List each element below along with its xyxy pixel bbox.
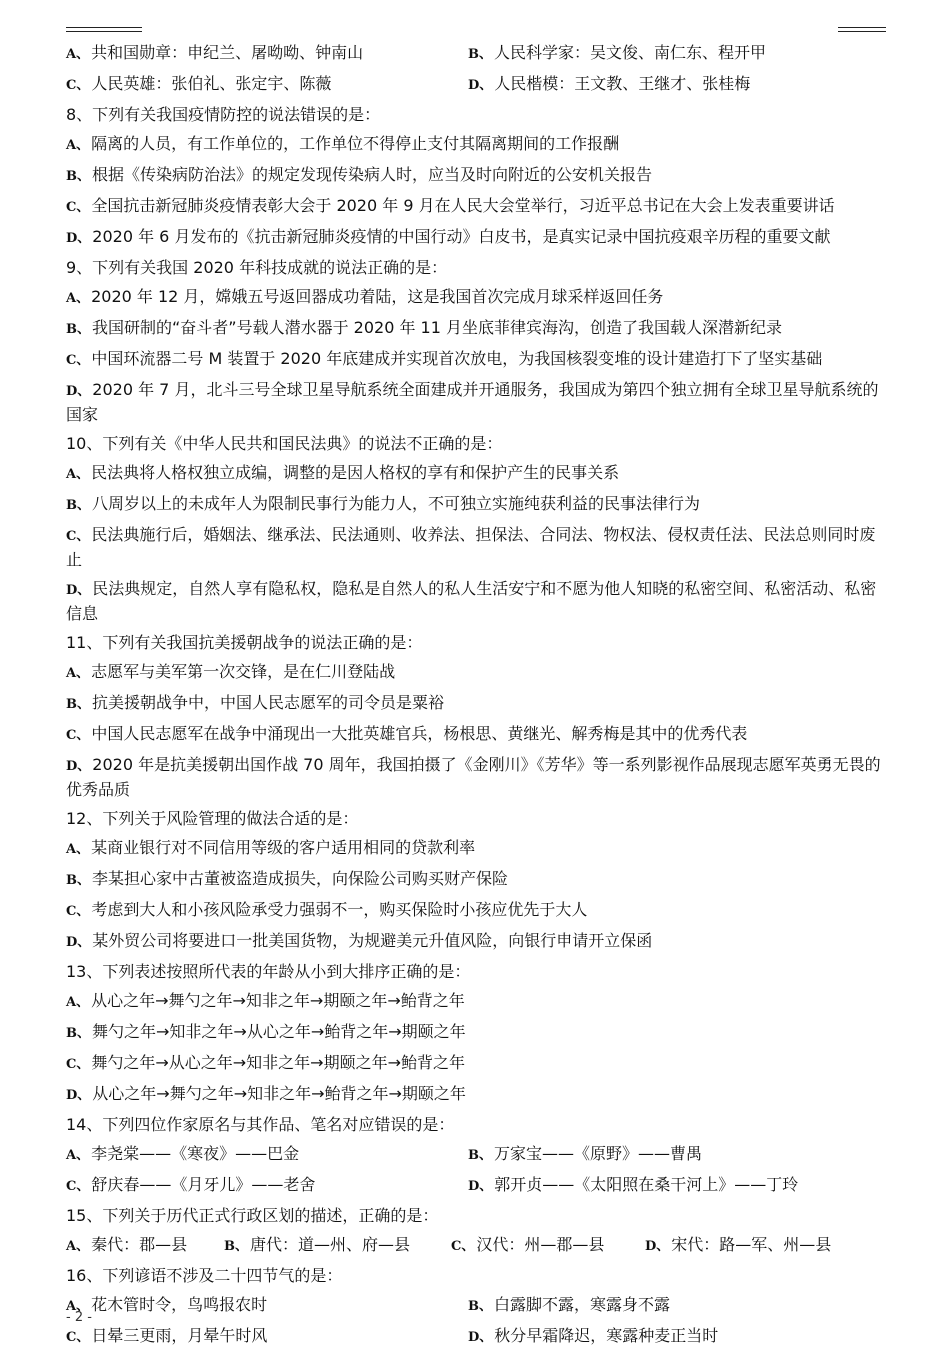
q8-stem: 8、下列有关我国疫情防控的说法错误的是： [66,105,381,124]
q10-option-b: B、 八周岁以上的未成年人为限制民事行为能力人，不可独立实施纯获利益的民事法律行为 [66,494,701,513]
q13-stem: 13、下列表述按照所代表的年龄从小到大排序正确的是： [66,962,471,981]
question-list [66,38,888,1352]
q15-option-a: A、 秦代：郡—县 [66,1235,188,1254]
q11-option-b: B、 抗美援朝战争中，中国人民志愿军的司令员是粟裕 [66,693,445,712]
q7-options-row-1 [66,38,888,69]
q16-option-c: C、 日晕三更雨，月晕午时风 [66,1326,268,1345]
q11-option-a: A、 志愿军与美军第一次交锋，是在仁川登陆战 [66,662,396,681]
q16-option-d: D、 秋分早霜降迟，寒露种麦正当时 [468,1326,719,1345]
q9-option-b: B、 我国研制的“奋斗者”号载人潜水器于 2020 年 11 月坐底菲律宾海沟，创造了我国载人深潜新纪录 [66,318,783,337]
q8-option-c: C、 全国抗击新冠肺炎疫情表彰大会于 2020 年 9 月在人民大会堂举行，习近平总书记在大会上发表重要讲话 [66,196,835,215]
q14-option-d: D、 郭开贞——《太阳照在桑干河上》——丁玲 [468,1175,799,1194]
q16-options-row-1 [66,1290,888,1321]
q12-option-d: D、 某外贸公司将要进口一批美国货物，为规避美元升值风险，向银行申请开立保函 [66,931,653,950]
q16-option-a: A、 花木管时令，鸟鸣报农时 [66,1295,268,1314]
q16-options-row-2 [66,1321,888,1352]
q9-option-d: D、 2020 年 7 月，北斗三号全球卫星导航系统全面建成并开通服务，我国成为第四个独立拥有全球卫星导航系统的国家 [66,380,879,424]
header-rule-right [838,27,886,32]
q11-option-c: C、 中国人民志愿军在战争中涌现出一大批英雄官兵，杨根思、黄继光、解秀梅是其中的优秀代表 [66,724,748,743]
q14-option-a: A、 李尧棠——《寒夜》——巴金 [66,1144,300,1163]
q14-options-row-1 [66,1139,888,1170]
option-b: B、 人民科学家：吴文俊、南仁东、程开甲 [468,43,767,62]
q14-options-row-2 [66,1170,888,1201]
q12-option-a: A、 某商业银行对不同信用等级的客户适用相同的贷款利率 [66,838,476,857]
q12-option-b: B、 李某担心家中古董被盗造成损失，向保险公司购买财产保险 [66,869,509,888]
q9-option-c: C、 中国环流器二号 M 装置于 2020 年底建成并实现首次放电，为我国核裂变堆的设计建造打下了坚实基础 [66,349,823,368]
q13-option-d: D、 从心之年→舞勺之年→知非之年→鲐背之年→期颐之年 [66,1084,466,1103]
q8-option-b: B、 根据《传染病防治法》的规定发现传染病人时，应当及时向附近的公安机关报告 [66,165,653,184]
q15-option-b: B、 唐代：道—州、府—县 [224,1235,411,1254]
q8-option-a: A、 隔离的人员，有工作单位的，工作单位不得停止支付其隔离期间的工作报酬 [66,134,620,153]
option-a: A、 共和国勋章：申纪兰、屠呦呦、钟南山 [66,43,364,62]
option-c: C、 人民英雄：张伯礼、张定宇、陈薇 [66,74,332,93]
q13-option-a: A、 从心之年→舞勺之年→知非之年→期颐之年→鲐背之年 [66,991,465,1010]
q11-option-d: D、 2020 年是抗美援朝出国作战 70 周年，我国拍摄了《金刚川》《芳华》等一系列影视作品展现志愿军英勇无畏的优秀品质 [66,755,881,799]
q10-stem: 10、下列有关《中华人民共和国民法典》的说法不正确的是： [66,434,503,453]
q10-option-c: C、 民法典施行后，婚姻法、继承法、民法通则、收养法、担保法、合同法、物权法、侵权责任法、民法总则同时废止 [66,525,876,569]
q12-option-c: C、 考虑到大人和小孩风险承受力强弱不一，购买保险时小孩应优先于大人 [66,900,588,919]
q13-option-b: B、 舞勺之年→知非之年→从心之年→鲐背之年→期颐之年 [66,1022,466,1041]
header-rule-left [66,27,142,32]
q15-option-d: D、 宋代：路—军、州—县 [645,1235,832,1254]
page-number: - 2 - [66,1310,92,1325]
q10-option-a: A、 民法典将人格权独立成编，调整的是因人格权的享有和保护产生的民事关系 [66,463,620,482]
q9-stem: 9、下列有关我国 2020 年科技成就的说法正确的是： [66,258,448,277]
q11-stem: 11、下列有关我国抗美援朝战争的说法正确的是： [66,633,423,652]
q14-stem: 14、下列四位作家原名与其作品、笔名对应错误的是： [66,1115,455,1134]
q16-option-b: B、 白露脚不露，寒露身不露 [468,1295,671,1314]
q10-option-d: D、 民法典规定，自然人享有隐私权，隐私是自然人的私人生活安宁和不愿为他人知晓的私密空间、私密活动、私密信息 [66,579,877,623]
option-d: D、 人民楷模：王文教、王继才、张桂梅 [468,74,751,93]
q12-stem: 12、下列关于风险管理的做法合适的是： [66,809,359,828]
q8-option-d: D、 2020 年 6 月发布的《抗击新冠肺炎疫情的中国行动》白皮书，是真实记录中国抗疫艰辛历程的重要文献 [66,227,831,246]
q15-stem: 15、下列关于历代正式行政区划的描述，正确的是： [66,1206,439,1225]
q13-option-c: C、 舞勺之年→从心之年→知非之年→期颐之年→鲐背之年 [66,1053,465,1072]
q14-option-c: C、 舒庆春——《月牙儿》——老舍 [66,1175,316,1194]
q15-option-c: C、 汉代：州—郡—县 [451,1235,605,1254]
q9-option-a: A、 2020 年 12 月，嫦娥五号返回器成功着陆，这是我国首次完成月球采样返回任务 [66,287,664,306]
q7-options-row-2 [66,69,888,100]
q15-options-row [66,1230,888,1261]
q16-stem: 16、下列谚语不涉及二十四节气的是： [66,1266,343,1285]
q14-option-b: B、 万家宝——《原野》——曹禺 [468,1144,703,1163]
